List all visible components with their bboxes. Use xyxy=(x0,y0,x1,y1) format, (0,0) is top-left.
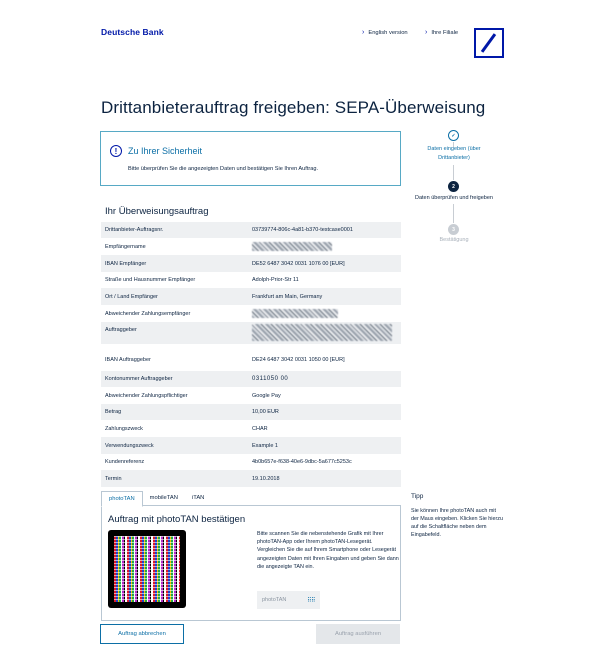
execute-order-button[interactable]: Auftrag ausführen xyxy=(316,624,400,644)
keypad-icon[interactable]: ⠿⠿ xyxy=(307,598,315,604)
table-row xyxy=(101,404,401,420)
logo-slash xyxy=(481,33,496,53)
security-title: Zu Ihrer Sicherheit xyxy=(128,146,203,156)
step-1-label: Daten eingeben (über Drittanbieter) xyxy=(427,146,481,161)
row-label: IBAN Auftraggeber xyxy=(105,357,151,363)
page-title: Drittanbieterauftrag freigeben: SEPA-Überweisung xyxy=(101,98,486,117)
table-row xyxy=(101,355,401,365)
phototan-input[interactable] xyxy=(257,591,320,609)
row-label: Zahlungszweck xyxy=(105,425,143,432)
step-3-marker: 3 xyxy=(448,224,459,235)
order-table xyxy=(101,222,401,487)
tab-mobiletan[interactable]: mobileTAN xyxy=(149,495,178,501)
order-title: Ihr Überweisungsauftrag xyxy=(105,206,209,217)
table-row xyxy=(101,371,401,387)
table-row xyxy=(101,470,401,487)
table-row xyxy=(101,305,401,322)
row-label: Betrag xyxy=(105,409,122,415)
phototan-title: Auftrag mit photoTAN bestätigen xyxy=(108,514,246,525)
row-value: Google Pay xyxy=(252,392,281,399)
row-value: Example 1 xyxy=(252,442,278,449)
table-row xyxy=(101,288,401,305)
security-text: Bitte überprüfen Sie die angezeigten Daten und bestätigen Sie Ihren Auftrag. xyxy=(128,166,319,172)
row-value: 4b0b657e-f638-40e6-9dbc-5a677c5253c xyxy=(252,459,352,465)
row-label: Termin xyxy=(105,475,122,482)
row-label: Ort / Land Empfänger xyxy=(105,293,158,300)
row-value: Adolph-Prior-Str 11 xyxy=(252,277,299,283)
row-value: 19.10.2018 xyxy=(252,475,280,482)
step-2-marker: 2 xyxy=(448,181,459,192)
row-label: Abweichender Zahlungspflichtiger xyxy=(105,392,188,399)
step-connector xyxy=(453,204,454,223)
cancel-order-button[interactable]: Auftrag abbrechen xyxy=(100,624,184,644)
chevron-right-icon: › xyxy=(425,29,428,36)
branch-label: Ihre Filiale xyxy=(431,29,459,36)
row-label: Verwendungszweck xyxy=(105,442,154,449)
info-exclamation-icon: ! xyxy=(110,145,122,157)
branch-link[interactable] xyxy=(425,29,458,36)
deutsche-bank-logo[interactable] xyxy=(474,28,504,58)
redacted-value xyxy=(252,242,332,251)
redacted-value xyxy=(252,309,338,318)
row-label: Drittanbieter-Auftragsnr. xyxy=(105,227,164,233)
table-row xyxy=(101,322,401,344)
table-row xyxy=(101,454,401,470)
row-label: Auftraggeber xyxy=(105,326,137,333)
table-row xyxy=(101,420,401,437)
phototan-graphic xyxy=(108,530,186,608)
security-notice xyxy=(100,131,401,186)
row-label: Empfängername xyxy=(105,243,146,250)
step-3-label: Bestätigung xyxy=(439,237,469,243)
row-value: CHAR xyxy=(252,425,268,432)
step-1-check-icon: ✓ xyxy=(448,130,459,141)
redacted-value xyxy=(252,324,392,341)
row-value: DE52 6487 3042 0031 1076 00 [EUR] xyxy=(252,260,345,267)
row-label: Kundenreferenz xyxy=(105,459,145,465)
row-label: IBAN Empfänger xyxy=(105,260,147,267)
step-connector xyxy=(453,165,454,180)
step-2-label: Daten überprüfen und freigeben xyxy=(415,195,493,201)
phototan-placeholder: photoTAN xyxy=(262,597,287,603)
row-value xyxy=(252,305,401,322)
table-row xyxy=(101,222,401,238)
row-label: Straße und Hausnummer Empfänger xyxy=(105,277,196,283)
table-row xyxy=(101,387,401,404)
phototan-instructions: Bitte scannen Sie die nebenstehende Grafik mit Ihrer photoTAN-App oder Ihrem photoTAN-Lesegerät. Vergleichen Sie die auf Ihrem Smartphone oder Lesegerät angezeigten Daten mit Ihren Eingaben und geben Sie dann die angezeigte TAN ein. xyxy=(257,531,399,570)
phototan-panel xyxy=(101,505,401,621)
tip-text: Sie können Ihre photoTAN auch mit der Maus eingeben. Klicken Sie hierzu auf die Schaltfläche neben dem Eingabefeld. xyxy=(411,508,503,538)
row-value: 03739774-806c-4a81-b370-testcase0001 xyxy=(252,227,353,233)
row-value xyxy=(252,322,401,341)
table-row xyxy=(101,272,401,288)
table-row xyxy=(101,238,401,255)
row-label: Kontonummer Auftraggeber xyxy=(105,376,173,382)
tip-title: Tipp xyxy=(411,493,424,500)
brand-name[interactable]: Deutsche Bank xyxy=(101,27,164,37)
row-value xyxy=(252,238,401,255)
table-row xyxy=(101,255,401,272)
phototan-mosaic xyxy=(114,536,180,602)
row-value: DE24 6487 3042 0031 1050 00 [EUR] xyxy=(252,357,345,363)
chevron-right-icon: › xyxy=(362,29,365,36)
tab-itan[interactable]: iTAN xyxy=(191,495,205,501)
english-version-link[interactable] xyxy=(362,29,408,36)
english-version-label: English version xyxy=(368,29,408,36)
table-row xyxy=(101,437,401,454)
tab-phototan[interactable]: photoTAN xyxy=(101,491,143,507)
row-value: Frankfurt am Main, Germany xyxy=(252,293,323,300)
row-label: Abweichender Zahlungsempfänger xyxy=(105,310,191,317)
row-value: 10,00 EUR xyxy=(252,409,279,415)
row-value: 0311050 00 xyxy=(252,376,289,382)
table-spacer xyxy=(101,344,401,355)
